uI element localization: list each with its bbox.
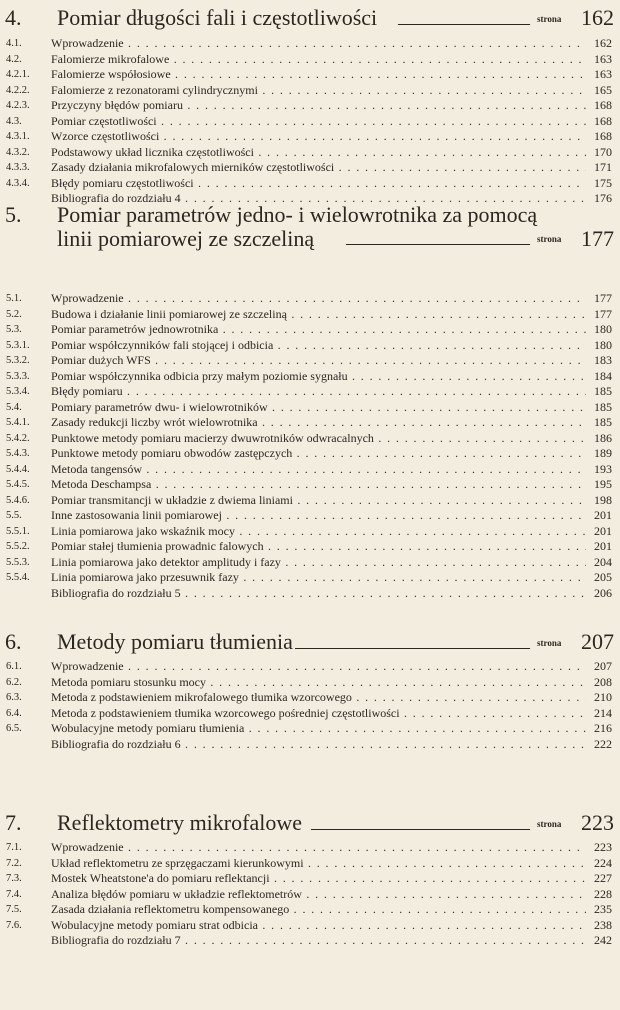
- entry-page-number: 208: [594, 674, 612, 689]
- leader-rule: [295, 648, 530, 649]
- entry-page-number: 168: [594, 98, 612, 112]
- toc-entry[interactable]: [0, 690, 620, 705]
- entry-title: Punktowe metody pomiaru obwodów zastępczych . . .: [51, 446, 586, 461]
- entry-page-number: 184: [594, 368, 612, 383]
- chapter-title-line: Metody pomiaru tłumienia: [57, 629, 293, 654]
- entry-title: Falomierze mikrofalowe . . .: [51, 52, 586, 67]
- entry-page-number: 205: [594, 570, 612, 584]
- toc-entry[interactable]: [0, 570, 620, 585]
- toc-entry[interactable]: [0, 98, 620, 113]
- entry-number: 7.4.: [6, 888, 22, 900]
- entry-number: 7.6.: [6, 919, 22, 931]
- entry-title: Zasady redukcji liczby wrót wielowrotnika . . .: [51, 415, 586, 430]
- entry-page-number: 180: [594, 337, 612, 352]
- entry-page-number: 214: [594, 705, 612, 720]
- toc-entry[interactable]: [0, 369, 620, 384]
- entry-number: 5.4.5.: [6, 479, 30, 490]
- entry-page-number: 168: [594, 129, 612, 143]
- chapter-title: [57, 630, 527, 654]
- entry-page-number: 185: [594, 399, 612, 414]
- entry-title: Wprowadzenie . . .: [51, 659, 586, 674]
- entry-page-number: 201: [594, 539, 612, 553]
- entry-number: 7.2.: [6, 857, 22, 869]
- entry-title: Falomierze współosiowe . . .: [51, 67, 586, 82]
- toc-entry[interactable]: [0, 539, 620, 554]
- entry-number: 5.4.4.: [6, 463, 30, 475]
- strona-label: strona: [537, 14, 562, 24]
- entry-number: 5.4.1.: [6, 417, 30, 428]
- chapter-page-number[interactable]: 162: [581, 5, 614, 30]
- entry-number: 5.5.3.: [6, 556, 30, 568]
- entry-title: Pomiar dużych WFS . . .: [51, 353, 586, 368]
- entry-page-number: 228: [594, 886, 612, 901]
- entry-page-number: 176: [594, 191, 612, 205]
- entry-page-number: 210: [594, 690, 612, 704]
- entry-number: 4.2.: [6, 53, 22, 65]
- toc-entry[interactable]: [0, 400, 620, 415]
- toc-entry[interactable]: [0, 840, 620, 855]
- entry-number: 4.2.1.: [6, 69, 30, 80]
- toc-entry[interactable]: [0, 902, 620, 917]
- toc-entry[interactable]: [0, 291, 620, 306]
- entry-number: 5.4.6.: [6, 494, 30, 506]
- strona-label: strona: [537, 819, 562, 829]
- chapter-number: 6.: [5, 629, 22, 654]
- chapter-title-line: linii pomiarowej ze szczeliną: [57, 226, 315, 251]
- toc-entry[interactable]: [0, 477, 620, 492]
- toc-entry[interactable]: [0, 675, 620, 690]
- toc-entry[interactable]: [0, 856, 620, 871]
- entry-number: 5.5.: [6, 510, 22, 521]
- toc-entry[interactable]: [0, 918, 620, 933]
- entry-title: Błędy pomiaru częstotliwości . . .: [51, 176, 586, 191]
- entry-title: Zasady działania mikrofalowych mierników częstotliwości . . .: [51, 160, 586, 175]
- chapter-section: [0, 810, 620, 947]
- entry-title: Pomiar współczynników fali stojącej i odbicia . . .: [51, 338, 586, 353]
- entry-title: Wzorce częstotliwości . . .: [51, 129, 586, 144]
- entry-page-number: 185: [594, 384, 612, 398]
- toc-entry[interactable]: [0, 524, 620, 539]
- entry-number: 5.5.4.: [6, 572, 30, 583]
- entry-title: Bibliografia do rozdziału 4 . . .: [51, 191, 586, 206]
- entry-page-number: 222: [594, 736, 612, 751]
- toc-entry[interactable]: [0, 83, 620, 98]
- entry-title: Linia pomiarowa jako przesuwnik fazy . . .: [51, 570, 586, 585]
- entry-number: 6.5.: [6, 723, 22, 734]
- entry-number: 5.5.2.: [6, 541, 30, 552]
- toc-entry[interactable]: [0, 508, 620, 523]
- toc-entry[interactable]: [0, 737, 620, 752]
- entry-page-number: 175: [594, 175, 612, 190]
- entry-page-number: 206: [594, 585, 612, 600]
- chapter-heading: [0, 630, 620, 656]
- toc-entry[interactable]: [0, 36, 620, 51]
- chapter-section: [0, 202, 620, 600]
- entry-page-number: 189: [594, 446, 612, 460]
- chapter-number: 7.: [5, 810, 22, 835]
- entry-number: 6.1.: [6, 661, 22, 672]
- entry-title: Bibliografia do rozdziału 7 . . .: [51, 933, 586, 948]
- entry-number: 5.3.: [6, 324, 22, 335]
- chapter-section: [0, 5, 620, 205]
- entry-number: 4.1.: [6, 38, 22, 49]
- leader-rule: [398, 24, 530, 25]
- entry-title: Mostek Wheatstone'a do pomiaru reflektancji . . .: [51, 871, 586, 886]
- toc-entry[interactable]: [0, 307, 620, 322]
- entry-number: 5.3.4.: [6, 386, 30, 397]
- toc-entry[interactable]: [0, 659, 620, 674]
- toc-entry[interactable]: [0, 353, 620, 368]
- chapter-heading: [0, 811, 620, 837]
- entry-page-number: 177: [594, 291, 612, 305]
- toc-entry[interactable]: [0, 721, 620, 736]
- entry-page-number: 195: [594, 477, 612, 491]
- toc-entry[interactable]: [0, 586, 620, 601]
- entry-page-number: 235: [594, 902, 612, 916]
- entry-page-number: 177: [594, 306, 612, 321]
- entry-number: 5.5.1.: [6, 525, 30, 537]
- chapter-page-number[interactable]: 207: [581, 629, 614, 654]
- entry-title: Zasada działania reflektometru kompensowanego . . .: [51, 902, 586, 917]
- entry-page-number: 183: [594, 353, 612, 367]
- entry-page-number: 238: [594, 917, 612, 932]
- entry-page-number: 223: [594, 840, 612, 854]
- entry-number: 7.3.: [6, 873, 22, 884]
- entry-number: 6.3.: [6, 692, 22, 703]
- entry-page-number: 198: [594, 492, 612, 507]
- entry-page-number: 186: [594, 430, 612, 445]
- toc-entry[interactable]: [0, 384, 620, 399]
- strona-label: strona: [537, 638, 562, 648]
- chapter-section: [0, 629, 620, 751]
- entry-page-number: 162: [594, 36, 612, 50]
- toc-entry[interactable]: [0, 446, 620, 461]
- entry-title: Pomiary parametrów dwu- i wielowrotników . . .: [51, 400, 586, 415]
- entry-number: 5.2.: [6, 308, 22, 320]
- toc-entry[interactable]: [0, 338, 620, 353]
- toc-entry[interactable]: [0, 431, 620, 446]
- entry-title: Wobulacyjne metody pomiaru tłumienia . . .: [51, 721, 586, 736]
- toc-entry[interactable]: [0, 706, 620, 721]
- leader-rule: [346, 244, 530, 245]
- entry-page-number: 242: [594, 933, 612, 947]
- toc-entry[interactable]: [0, 129, 620, 144]
- entry-title: Wprowadzenie . . .: [51, 840, 586, 855]
- entry-title: Inne zastosowania linii pomiarowej . . .: [51, 508, 586, 523]
- entry-title: Pomiar transmitancji w układzie z dwiema liniami . . .: [51, 493, 586, 508]
- entry-title: Falomierze z rezonatorami cylindrycznymi . . .: [51, 83, 586, 98]
- entry-title: Linia pomiarowa jako wskaźnik mocy . . .: [51, 524, 586, 539]
- chapter-heading: [0, 203, 620, 251]
- entry-number: 4.2.3.: [6, 100, 30, 111]
- entry-title: Przyczyny błędów pomiaru . . .: [51, 98, 586, 113]
- entry-page-number: 163: [594, 51, 612, 66]
- chapter-page-number[interactable]: 223: [581, 810, 614, 835]
- toc-entry[interactable]: [0, 160, 620, 175]
- entry-title: Metoda Deschampsa . . .: [51, 477, 586, 492]
- entry-title: Pomiar parametrów jednowrotnika . . .: [51, 322, 586, 337]
- toc-entry[interactable]: [0, 322, 620, 337]
- entry-page-number: 216: [594, 721, 612, 735]
- entry-page-number: 171: [594, 160, 612, 174]
- entry-title: Pomiar współczynnika odbicia przy małym poziomie sygnału . . .: [51, 369, 586, 384]
- entry-number: 4.2.2.: [6, 84, 30, 96]
- toc-entry[interactable]: [0, 462, 620, 477]
- chapter-number: 5.: [5, 202, 22, 227]
- entry-number: 5.3.3.: [6, 370, 30, 382]
- strona-label: strona: [537, 234, 562, 244]
- entry-number: 4.3.4.: [6, 177, 30, 189]
- chapter-title-line: Reflektometry mikrofalowe: [57, 810, 302, 835]
- entry-number: 7.1.: [6, 842, 22, 853]
- entry-page-number: 168: [594, 113, 612, 128]
- entry-page-number: 204: [594, 554, 612, 569]
- entry-page-number: 170: [594, 144, 612, 159]
- toc-entry[interactable]: [0, 114, 620, 129]
- entry-number: 6.4.: [6, 707, 22, 719]
- entry-number: 5.1.: [6, 293, 22, 304]
- entry-number: 5.3.2.: [6, 355, 30, 366]
- entry-number: 4.3.: [6, 115, 22, 127]
- entry-title: Wobulacyjne metody pomiaru strat odbicia . . .: [51, 918, 586, 933]
- entry-title: Bibliografia do rozdziału 5 . . .: [51, 586, 586, 601]
- entry-title: Błędy pomiaru . . .: [51, 384, 586, 399]
- entry-page-number: 193: [594, 461, 612, 476]
- toc-entry[interactable]: [0, 887, 620, 902]
- chapter-title: [57, 6, 527, 30]
- entry-title: Budowa i działanie linii pomiarowej ze szczeliną . . .: [51, 307, 586, 322]
- entry-title: Metoda z podstawieniem mikrofalowego tłumika wzorcowego . . .: [51, 690, 586, 705]
- entry-title: Punktowe metody pomiaru macierzy dwuwrotników odwracalnych . . .: [51, 431, 586, 446]
- entry-title: Układ reflektometru ze sprzęgaczami kierunkowymi . . .: [51, 856, 586, 871]
- entry-number: 5.4.2.: [6, 432, 30, 444]
- toc-entry[interactable]: [0, 871, 620, 886]
- chapter-title-line: Pomiar długości fali i częstotliwości: [57, 5, 378, 30]
- entry-page-number: 185: [594, 415, 612, 429]
- toc-entry[interactable]: [0, 145, 620, 160]
- entry-number: 4.3.3.: [6, 162, 30, 173]
- chapter-number: 4.: [5, 5, 22, 30]
- entry-page-number: 163: [594, 67, 612, 81]
- entry-title: Metoda z podstawieniem tłumika wzorcowego pośredniej częstotliwości . . .: [51, 706, 586, 721]
- toc-entry[interactable]: [0, 67, 620, 82]
- entry-title: Bibliografia do rozdziału 6 . . .: [51, 737, 586, 752]
- entry-title: Pomiar częstotliwości . . .: [51, 114, 586, 129]
- toc-entry[interactable]: [0, 933, 620, 948]
- entry-title: Wprowadzenie . . .: [51, 36, 586, 51]
- toc-entry[interactable]: [0, 555, 620, 570]
- entry-title: Analiza błędów pomiaru w układzie reflektometrów . . .: [51, 887, 586, 902]
- entry-page-number: 207: [594, 659, 612, 673]
- entry-page-number: 224: [594, 855, 612, 870]
- chapter-page-number[interactable]: 177: [581, 226, 614, 251]
- toc-entry[interactable]: [0, 493, 620, 508]
- chapter-title: [57, 811, 527, 835]
- entry-page-number: 201: [594, 523, 612, 538]
- chapter-heading: [0, 6, 620, 32]
- chapter-title-line: Pomiar parametrów jedno- i wielowrotnika za pomocą: [57, 202, 538, 227]
- leader-rule: [311, 829, 530, 830]
- entry-number: 7.5.: [6, 904, 22, 915]
- entry-page-number: 180: [594, 322, 612, 336]
- entry-number: 4.3.2.: [6, 146, 30, 158]
- toc-entry[interactable]: [0, 52, 620, 67]
- toc-entry[interactable]: [0, 176, 620, 191]
- entry-title: Wprowadzenie . . .: [51, 291, 586, 306]
- entry-number: 5.3.1.: [6, 339, 30, 351]
- entry-title: Linia pomiarowa jako detektor amplitudy i fazy . . .: [51, 555, 586, 570]
- entry-page-number: 201: [594, 508, 612, 522]
- entry-page-number: 227: [594, 871, 612, 885]
- entry-title: Pomiar stałej tłumienia prowadnic falowych . . .: [51, 539, 586, 554]
- entry-number: 4.3.1.: [6, 131, 30, 142]
- entry-title: Metoda tangensów . . .: [51, 462, 586, 477]
- entry-title: Podstawowy układ licznika częstotliwości . . .: [51, 145, 586, 160]
- entry-title: Metoda pomiaru stosunku mocy . . .: [51, 675, 586, 690]
- entry-number: 5.4.3.: [6, 448, 30, 459]
- entry-page-number: 165: [594, 82, 612, 97]
- entry-number: 6.2.: [6, 676, 22, 688]
- toc-entry[interactable]: [0, 415, 620, 430]
- entry-number: 5.4.: [6, 401, 22, 413]
